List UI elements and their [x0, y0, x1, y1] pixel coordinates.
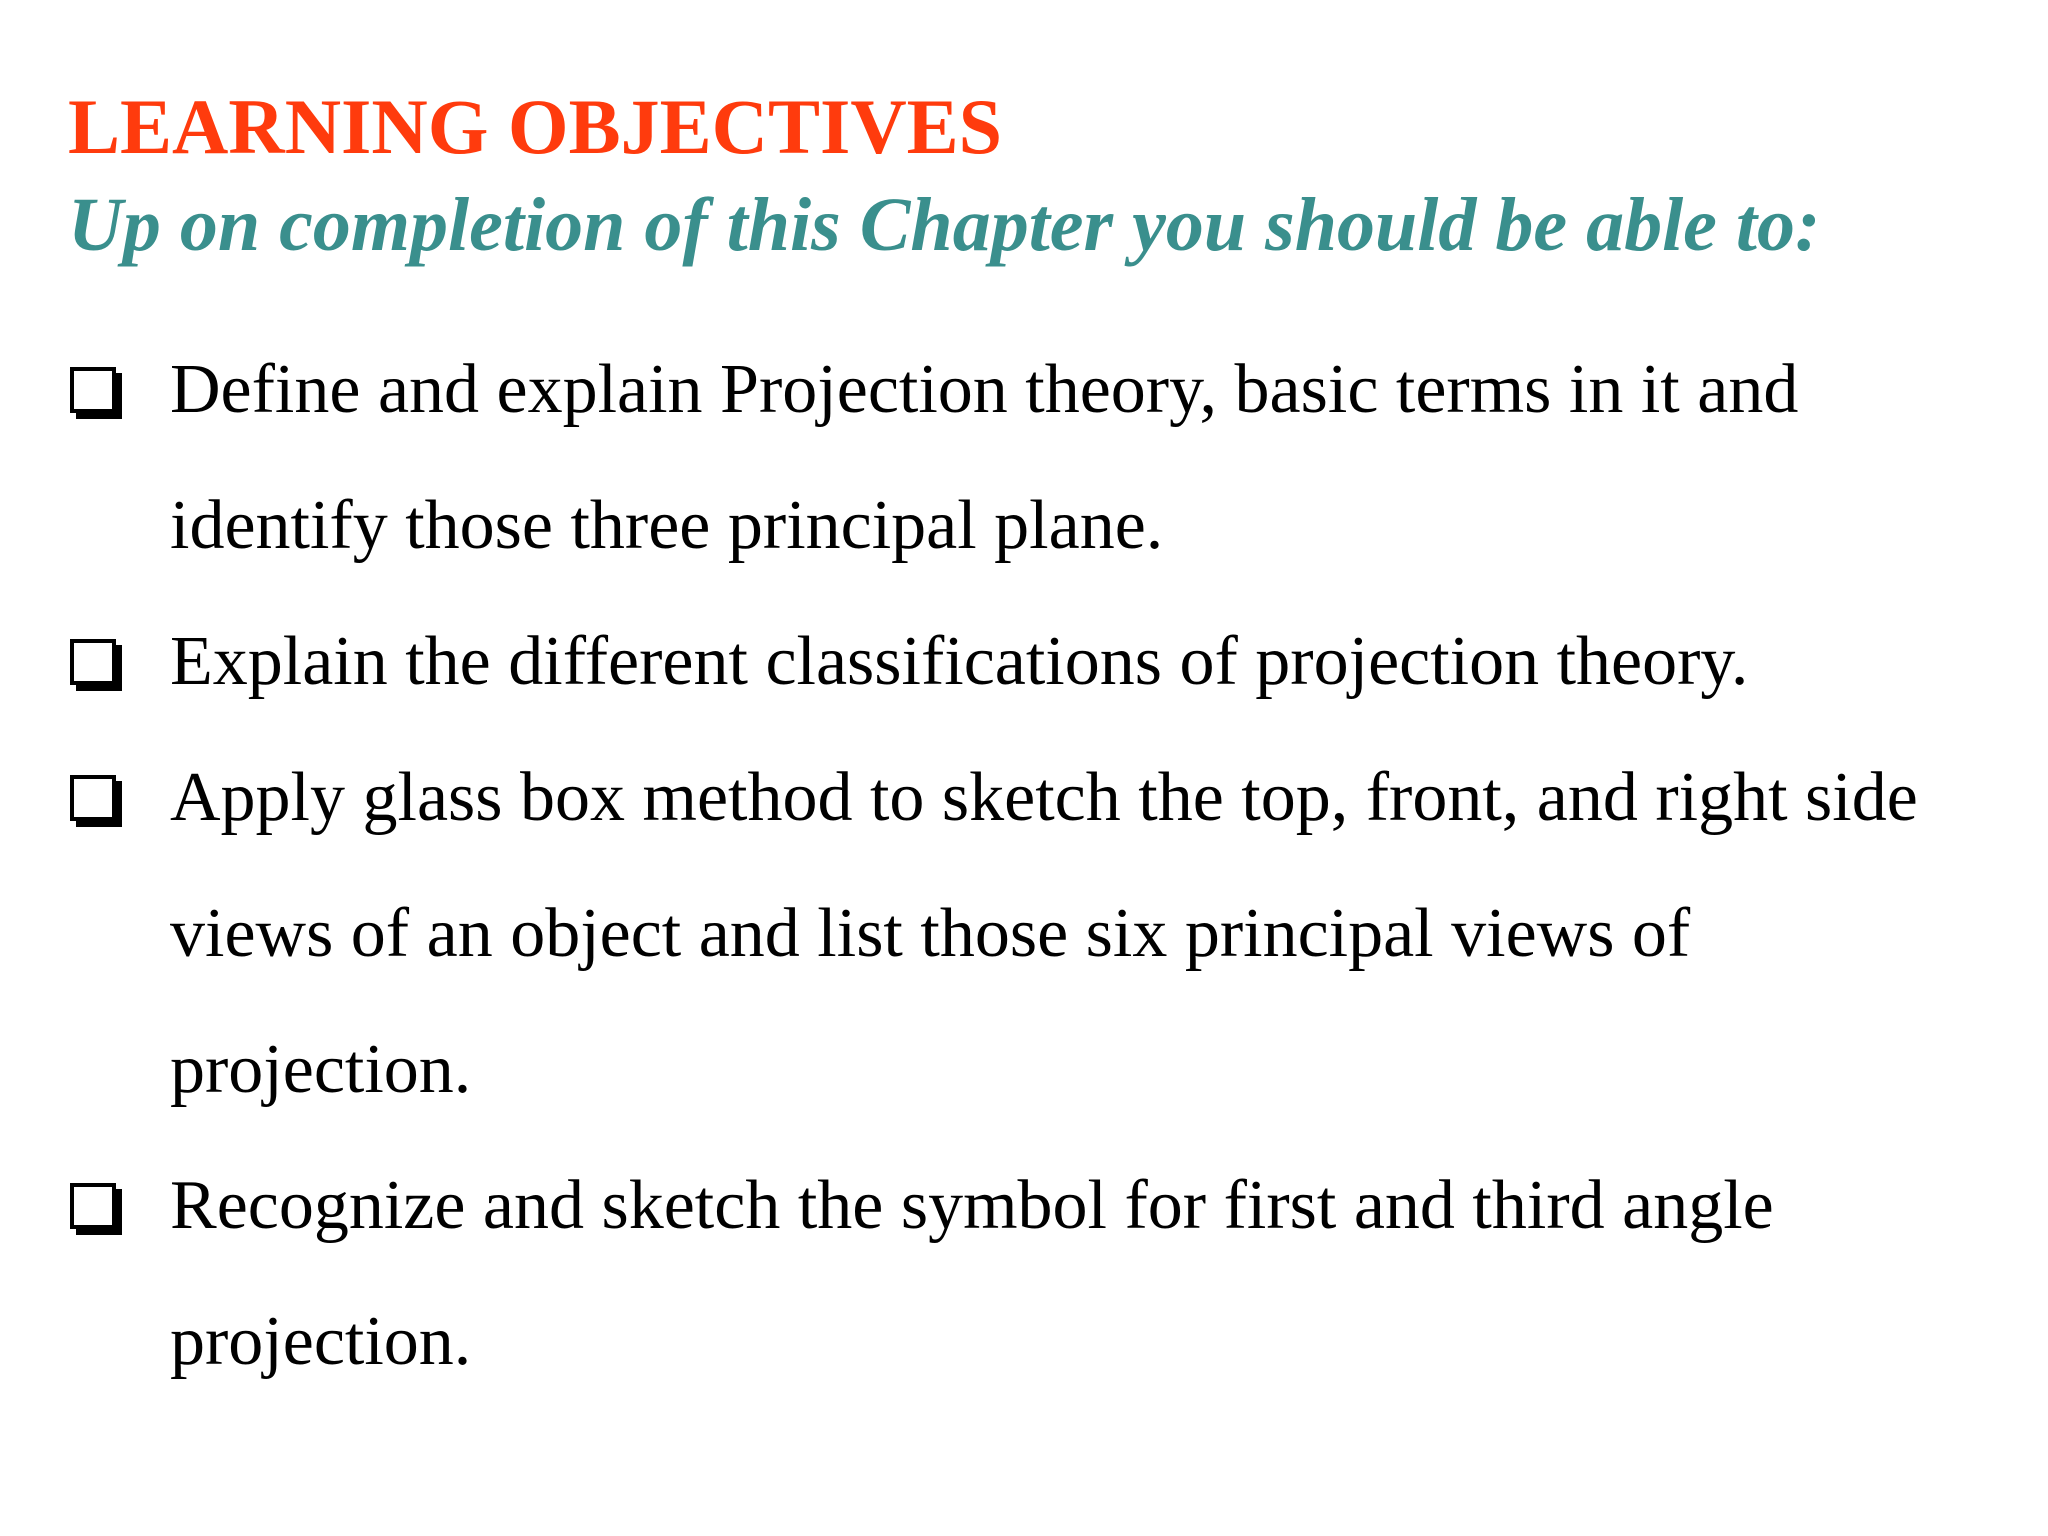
objective-text: Explain the different classifications of projection theory. — [170, 623, 1749, 700]
checkbox-bullet-icon — [70, 1183, 116, 1229]
checkbox-bullet-icon — [70, 775, 116, 821]
objective-text: Define and explain Projection theory, basic terms in it and identify those three principal plane. — [170, 351, 1799, 564]
slide-title: LEARNING OBJECTIVES — [68, 83, 1003, 170]
checkbox-bullet-icon — [70, 367, 116, 413]
objective-text: Apply glass box method to sketch the top, front, and right side views of an object and list those six principal views of projection. — [170, 759, 1918, 1108]
slide-subtitle: Up on completion of this Chapter you should be able to: — [68, 183, 1821, 267]
checkbox-bullet-icon — [70, 639, 116, 685]
objective-text: Recognize and sketch the symbol for first and third angle projection. — [170, 1167, 1774, 1380]
